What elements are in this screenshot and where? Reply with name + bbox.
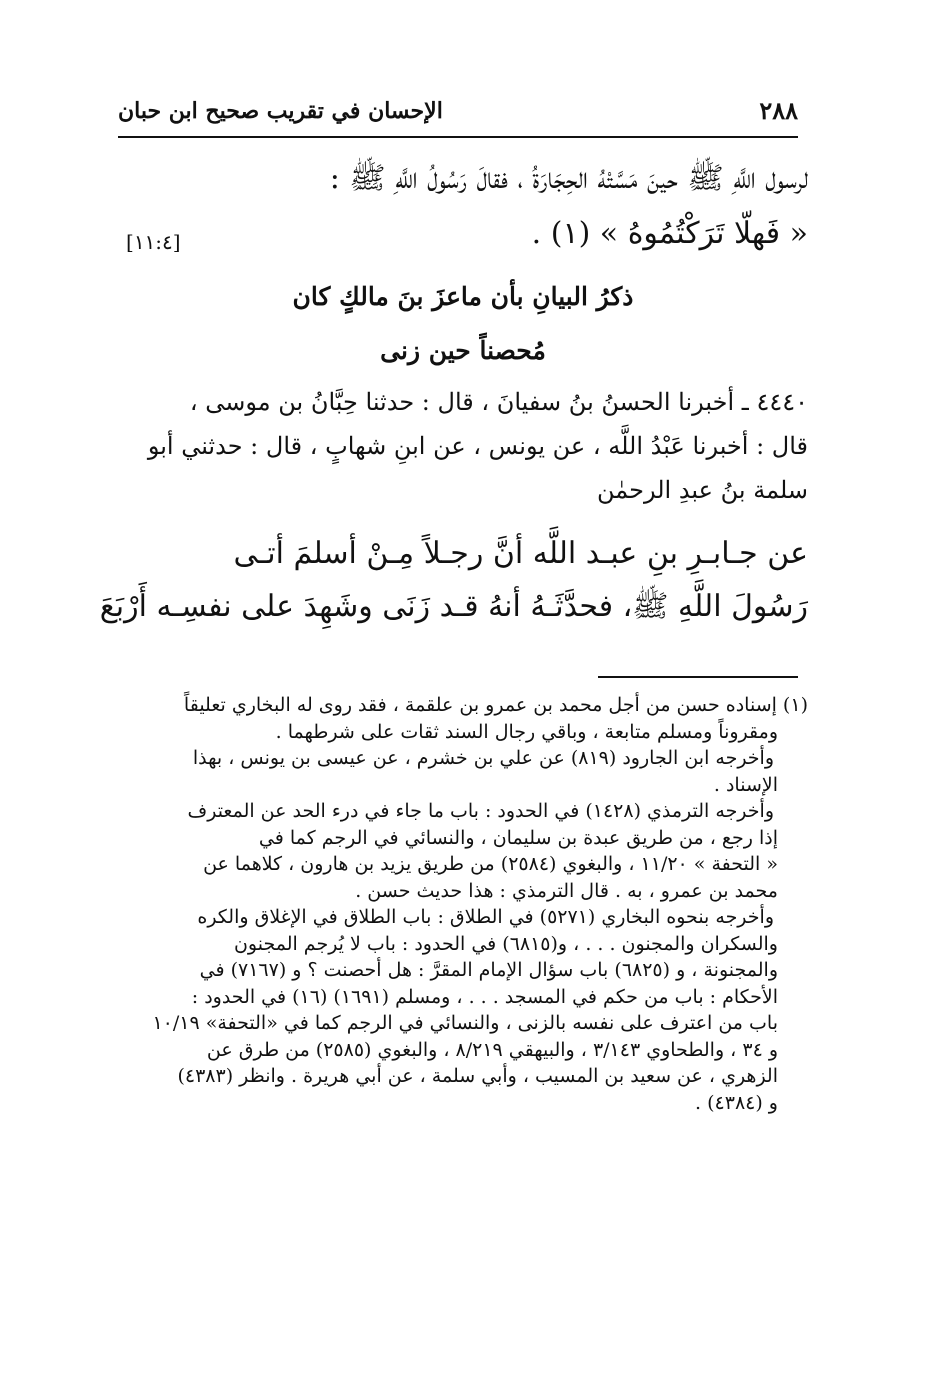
footnote-line: ومقروناً ومسلم متابعة ، وباقي رجال السند ثقات على شرطهما . — [275, 720, 778, 743]
reference-tag: [١١:٤] — [126, 230, 181, 254]
matn-line: رَسُولَ اللَّهِ ﷺ، فحدَّثَـهُ أنهُ قـد زَنَى وشَهِدَ على نفسِـه أَرْبَعَ — [99, 589, 808, 624]
footnote-line: « التحفة » ١١/٢٠ ، والبغوي (٢٥٨٤) من طريق يزيد بن هارون ، كلاهما عن — [203, 853, 778, 875]
footnote-line: الزهري ، عن سعيد بن المسيب ، وأبي سلمة ، عن أبي هريرة . وانظر (٤٣٨٣) — [177, 1065, 778, 1087]
footnote-line: الإسناد . — [713, 773, 778, 796]
footnote-line: و (٤٣٨٤) . — [695, 1091, 778, 1114]
page-number: ٢٨٨ — [759, 96, 798, 125]
footnote-line: وأخرجه ابن الجارود (٨١٩) عن علي بن خشرم ، عن عيسى بن يونس ، بهذا — [192, 747, 774, 769]
footnotes — [118, 692, 808, 1116]
previous-hadith-line-1: لرسول اللَّهِ ﷺ حينَ مَسَّتْهُ الحِجَارَةُ ، فقالَ رَسُولُ اللَّهِ ﷺ : — [329, 161, 808, 196]
footnote-line: باب من اعترف على نفسه بالزنى ، والنسائي في الرجم كما في «التحفة» ١٠/١٩ — [152, 1012, 778, 1034]
footnote-line: (١) إسناده حسن من أجل محمد بن عمرو بن علقمة ، فقد روى له البخاري تعليقاً — [183, 694, 808, 716]
footnote-line: الأحكام : باب من حكم في المسجد . . . ، ومسلم (١٦٩١) (١٦) في الحدود : — [191, 985, 778, 1008]
footnote-line: محمد بن عمرو ، به . قال الترمذي : هذا حديث حسن . — [355, 879, 778, 902]
section-heading-line-1: ذكرُ البيانِ بأن ماعزَ بنَ مالكٍ كان — [292, 282, 634, 311]
isnad-line: سلمة بنُ عبدِ الرحمٰن — [597, 476, 808, 504]
section-heading-line-2: مُحصناً حين زنى — [380, 336, 546, 365]
footnote-line: و ٣٤ ، والطحاوي ٣/١٤٣ ، والبيهقي ٨/٢١٩ ، والبغوي (٢٥٨٥) من طرق عن — [206, 1038, 778, 1061]
isnad-line: ٤٤٤٠ ـ أخبرنا الحسنُ بنُ سفيانَ ، قال : حدثنا حِبَّانُ بن موسى ، — [189, 388, 808, 416]
footnote-line: إذا رجع ، من طريق عبدة بن سليمان ، والنسائي في الرجم كما في — [258, 826, 778, 849]
book-title: الإحسان في تقريب صحيح ابن حبان — [118, 98, 443, 124]
footnote-line: وأخرجه الترمذي (١٤٢٨) في الحدود : باب ما جاء في درء الحد عن المعترف — [187, 800, 774, 822]
matn-line: عن جـابـرِ بنِ عبـد اللَّه أنَّ رجـلاً مِـنْ أسلمَ أتـى — [233, 536, 808, 571]
running-header — [118, 96, 798, 138]
previous-hadith-line-2: « فَهلّا تَرَكْتُمُوهُ » (١) . — [531, 216, 808, 251]
isnad-line: قال : أخبرنا عَبْدُ اللَّه ، عن يونس ، عن ابنِ شهابٍ ، قال : حدثني أبو — [147, 432, 808, 460]
footnote-separator — [598, 676, 798, 678]
footnote-line: والمجنونة ، و (٦٨٢٥) باب سؤال الإمام المقرَّ : هل أحصنت ؟ و (٧١٦٧) في — [199, 959, 778, 981]
footnote-line: وأخرجه بنحوه البخاري (٥٢٧١) في الطلاق : باب الطلاق في الإغلاق والكره — [197, 906, 774, 928]
footnote-line: والسكران والمجنون . . . ، و(٦٨١٥) في الحدود : باب لا يُرجم المجنون — [233, 932, 778, 955]
